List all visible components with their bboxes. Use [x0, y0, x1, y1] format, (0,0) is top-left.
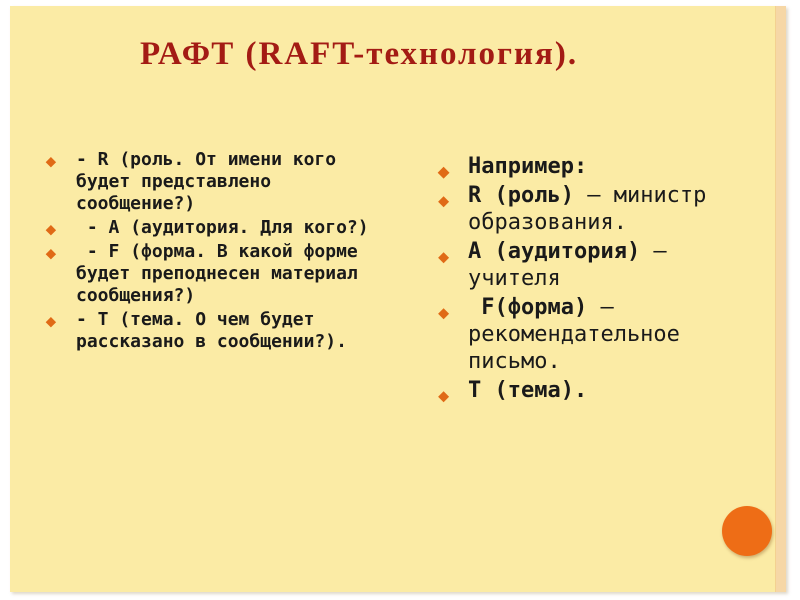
list-item — [46, 241, 386, 307]
heading-text: Например: — [468, 154, 588, 179]
slide-panel — [10, 6, 786, 592]
item-label: A (аудитория) — [468, 239, 641, 264]
item-text: - R (роль. От имени кого будет представлено сообщение?) — [76, 149, 337, 214]
arrow-bullet-icon: ⬥ — [438, 303, 450, 322]
item-text: - T (тема. О чем будет рассказано в сообщении?). — [76, 309, 347, 352]
item-text: – рекомендательное письмо. — [468, 295, 680, 374]
item-text: – учителя — [468, 239, 667, 291]
list-item — [438, 294, 768, 375]
arrow-bullet-icon: ⬥ — [46, 222, 56, 238]
arrow-bullet-icon: ⬥ — [46, 246, 56, 262]
item-label: F(форма) — [468, 295, 588, 320]
item-text: - A (аудитория. Для кого?) — [76, 217, 369, 238]
arrow-bullet-icon: ⬥ — [438, 162, 450, 181]
list-item — [438, 182, 768, 236]
right-border-line — [775, 6, 777, 592]
arrow-bullet-icon: ⬥ — [46, 314, 56, 330]
item-label: R (роль) — [468, 183, 574, 208]
list-item — [438, 238, 768, 292]
slide-title: РАФТ (RAFT-технология). — [140, 36, 579, 72]
arrow-bullet-icon: ⬥ — [438, 386, 450, 405]
item-text: – министр образования. — [468, 183, 707, 235]
example-heading — [438, 153, 768, 180]
arrow-bullet-icon: ⬥ — [438, 191, 450, 210]
item-label: T (тема). — [468, 378, 588, 403]
arrow-bullet-icon: ⬥ — [46, 154, 56, 170]
list-item — [438, 377, 768, 404]
right-column-list — [438, 153, 768, 406]
list-item — [46, 217, 386, 239]
left-column-list — [46, 149, 386, 355]
list-item — [46, 309, 386, 353]
arrow-bullet-icon: ⬥ — [438, 247, 450, 266]
list-item — [46, 149, 386, 215]
item-text: - F (форма. В какой форме будет преподнесен материал сообщения?) — [76, 241, 369, 306]
decorative-circle — [722, 506, 772, 556]
